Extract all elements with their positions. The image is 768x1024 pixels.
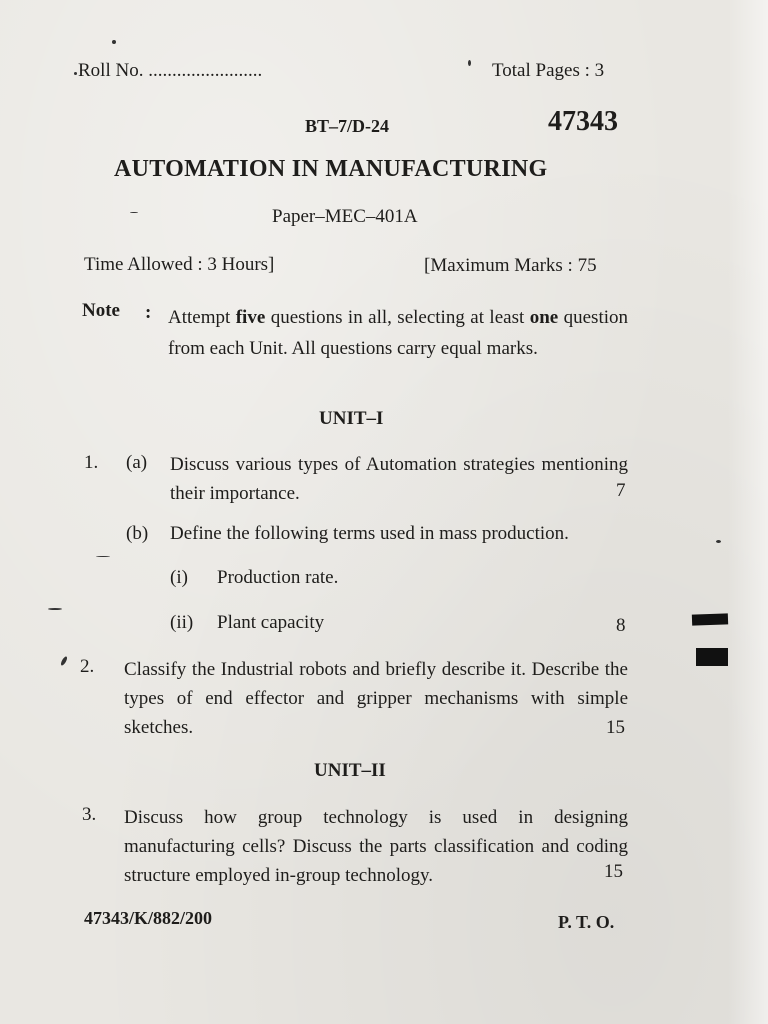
scan-speck	[468, 60, 471, 66]
scan-mark	[696, 648, 728, 666]
exam-code: BT–7/D-24	[305, 116, 390, 136]
note-text-part: question from each Unit. All questions carry equal marks.	[168, 307, 629, 359]
sub-part-label: (i)	[170, 567, 188, 588]
paper-title: AUTOMATION IN MANUFACTURING	[114, 156, 548, 182]
footer-code: 47343/K/882/200	[84, 908, 213, 928]
unit-heading-2: UNIT–II	[314, 760, 386, 781]
question-text: Discuss various types of Automation strategies mentioning their importance.	[170, 454, 628, 504]
unit-heading-1: UNIT–I	[319, 408, 384, 429]
question-marks: 8	[616, 615, 626, 636]
roll-number-field: Roll No. ........................	[78, 60, 263, 81]
scan-speck	[96, 556, 110, 557]
question-text: Discuss how group technology is used in designing manufacturing cells? Discuss the parts classification and coding structure employed in-group technology.	[124, 807, 628, 886]
total-pages: Total Pages : 3	[492, 60, 605, 81]
scan-mark	[692, 613, 728, 625]
paper-code: Paper–MEC–401A	[272, 206, 418, 227]
maximum-marks: [Maximum Marks : 75	[424, 255, 597, 276]
question-marks: 15	[606, 717, 625, 738]
scan-speck	[60, 656, 68, 667]
scan-speck	[48, 608, 62, 610]
paper-number: 47343	[548, 106, 618, 137]
question-text: Classify the Industrial robots and briefly describe it. Describe the types of end effector and gripper mechanisms with simple sketches.	[124, 659, 628, 738]
question-marks: 7	[616, 480, 626, 501]
question-part-label: (b)	[126, 523, 149, 544]
question-number: 1.	[84, 452, 99, 473]
note-text-part: questions in all, selecting at least	[265, 307, 530, 328]
scan-speck	[112, 40, 116, 44]
scan-speck	[716, 540, 721, 543]
question-number: 3.	[82, 804, 97, 825]
sub-part-label: (ii)	[170, 612, 194, 633]
time-allowed: Time Allowed : 3 Hours]	[84, 254, 275, 275]
question-number: 2.	[80, 656, 95, 677]
question-text: Define the following terms used in mass production.	[170, 523, 569, 544]
note-emphasis-five: five	[235, 307, 266, 328]
question-marks: 15	[604, 861, 623, 882]
note-colon: :	[145, 302, 152, 323]
note-label: Note	[82, 300, 120, 321]
question-part-label: (a)	[126, 452, 148, 473]
footer-pto: P. T. O.	[558, 912, 615, 932]
sub-part-text: Production rate.	[217, 567, 339, 588]
note-text	[168, 302, 628, 364]
sub-part-text: Plant capacity	[217, 612, 325, 633]
scan-speck	[130, 212, 138, 213]
scan-speck	[74, 72, 77, 75]
note-emphasis-one: one	[529, 307, 559, 328]
note-text-part: Attempt	[168, 307, 236, 328]
